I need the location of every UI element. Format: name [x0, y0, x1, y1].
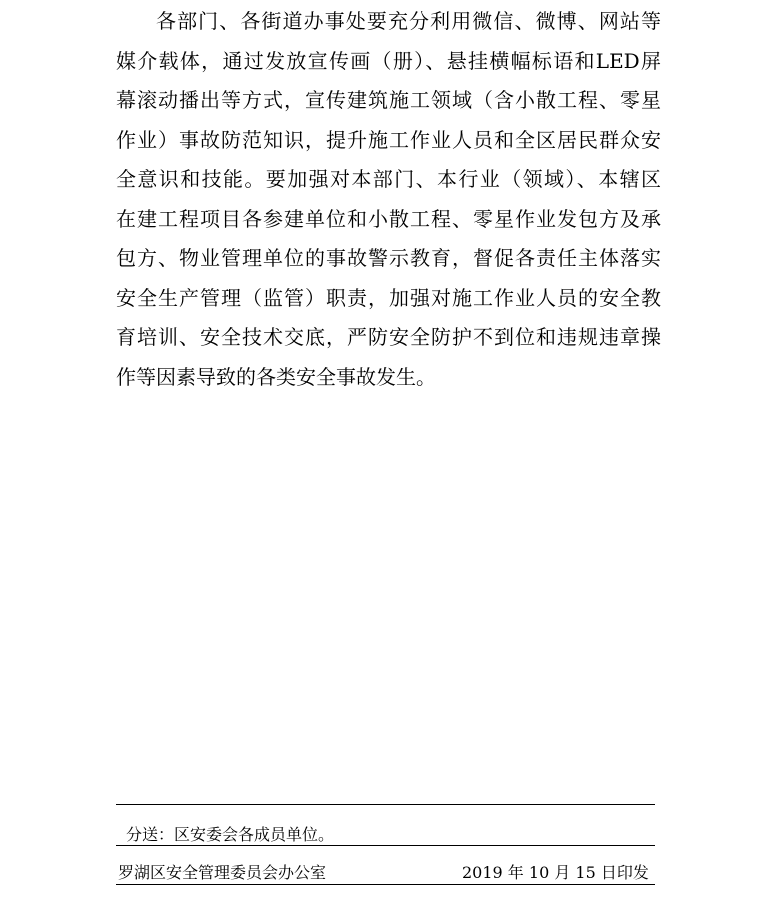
paragraph-line: 作等因素导致的各类安全事故发生。 — [116, 364, 436, 389]
paragraph-line: 作业）事故防范知识，提升施工作业人员和全区居民群众安 — [116, 127, 661, 152]
issue-date: 2019 年 10 月 15 日印发 — [462, 863, 649, 882]
paragraph-line: 媒介载体，通过发放宣传画（册）、悬挂横幅标语和LED屏 — [116, 48, 661, 73]
body-paragraph — [116, 0, 661, 397]
footer-top-rule — [116, 804, 655, 805]
paragraph-line: 在建工程项目各参建单位和小散工程、零星作业发包方及承 — [116, 206, 661, 231]
paragraph-line: 包方、物业管理单位的事故警示教育，督促各责任主体落实 — [116, 246, 661, 270]
footer-middle-rule — [116, 845, 655, 846]
paragraph-line: 幕滚动播出等方式，宣传建筑施工领域（含小散工程、零星 — [116, 88, 661, 112]
paragraph-line: 育培训、安全技术交底，严防安全防护不到位和违规违章操 — [116, 325, 661, 349]
paragraph-line: 安全生产管理（监管）职责，加强对施工作业人员的安全教 — [116, 285, 661, 310]
issuer-name: 罗湖区安全管理委员会办公室 — [118, 863, 327, 882]
footer-bottom-rule — [116, 884, 655, 885]
distribution-line: 分送：区安委会各成员单位。 — [126, 825, 335, 844]
paragraph-line: 全意识和技能。要加强对本部门、本行业（领域）、本辖区 — [116, 167, 661, 191]
paragraph-line: 各部门、各街道办事处要充分利用微信、微博、网站等 — [156, 9, 661, 33]
